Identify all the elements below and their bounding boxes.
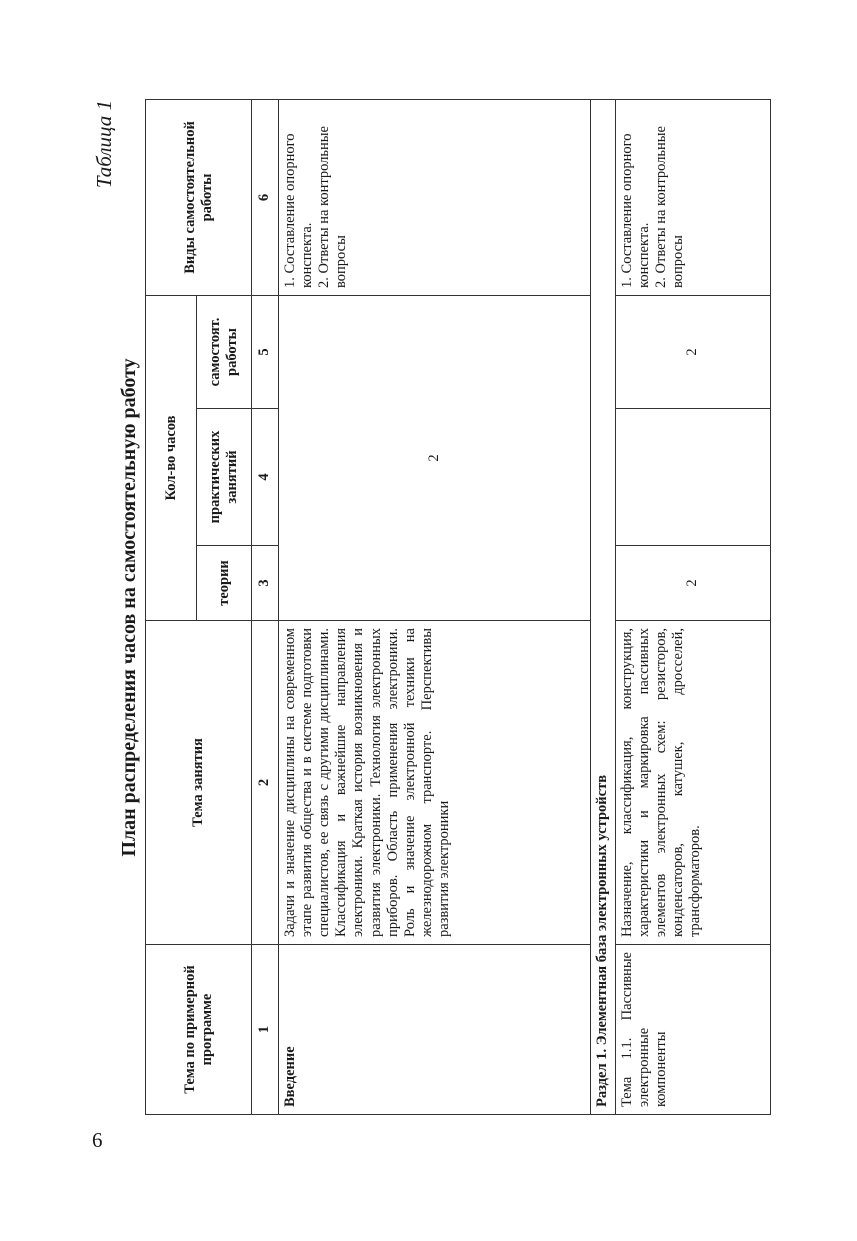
self-type-item: 2. Ответы на контрольные вопросы — [316, 126, 350, 288]
page-number: 6 — [92, 1128, 103, 1152]
column-number: 3 — [252, 546, 279, 621]
row-lesson: Назначение, классификация, конструкция, характеристики и маркировка пассивных элементов электронных схем: резисторов, конденсаторов, катушек, дросселей, трансформаторов. — [616, 621, 771, 945]
column-number: 2 — [252, 621, 279, 945]
row-self-types — [279, 99, 591, 295]
row-lesson: Задачи и значение дисциплины на современном этапе развития общества и в системе подготовки специалистов, ее связь с другими дисциплинами. Классификация и важнейшие направления электроники. Краткая история возникновения и развития электроники. Технология электронных приборов. Область применения электроники. Роль и значение электронной техники на железнодорожном транспорте. Перспективы развития электроники — [279, 621, 591, 945]
row-self-types — [616, 99, 771, 295]
header-topic-program: Тема по примерной программе — [146, 945, 252, 1115]
table-label: Таблица 1 — [92, 100, 116, 189]
self-type-item: 1. Составление опорного конспекта. — [282, 133, 316, 288]
row-topic: Тема 1.1. Пассивные электронные компоненты — [616, 945, 771, 1115]
header-theory: теории — [197, 546, 252, 621]
hours-table — [145, 99, 771, 1115]
table-row-intro — [279, 99, 591, 1114]
column-number: 4 — [252, 409, 279, 546]
header-self-work-hours: самостоят. работы — [197, 295, 252, 408]
header-row-1 — [146, 99, 197, 1114]
row-self-hours: 2 — [279, 295, 591, 620]
self-type-item: 2. Ответы на контрольные вопросы — [653, 126, 687, 288]
column-number: 1 — [252, 945, 279, 1115]
section-row — [591, 99, 616, 1114]
header-lesson-topic: Тема занятия — [146, 621, 252, 945]
row-topic: Введение — [279, 945, 591, 1115]
row-self-hours: 2 — [616, 295, 771, 408]
self-type-item: 1. Составление опорного конспекта. — [619, 133, 653, 288]
column-number: 5 — [252, 295, 279, 408]
row-theory-hours: 2 — [616, 546, 771, 621]
row-practical-hours — [616, 409, 771, 546]
section-title: Раздел 1. Элементная база электронных устройств — [591, 99, 616, 1114]
table-row-topic-1-1 — [616, 99, 771, 1114]
header-self-work-types: Виды самостоятельной работы — [146, 99, 252, 295]
page-title: План распределения часов на самостоятельную работу — [118, 358, 140, 857]
header-hours-group: Кол-во часов — [146, 295, 197, 620]
header-practical: практических занятий — [197, 409, 252, 546]
rotated-page-content — [88, 100, 768, 1115]
column-number-row — [252, 99, 279, 1114]
column-number: 6 — [252, 99, 279, 295]
